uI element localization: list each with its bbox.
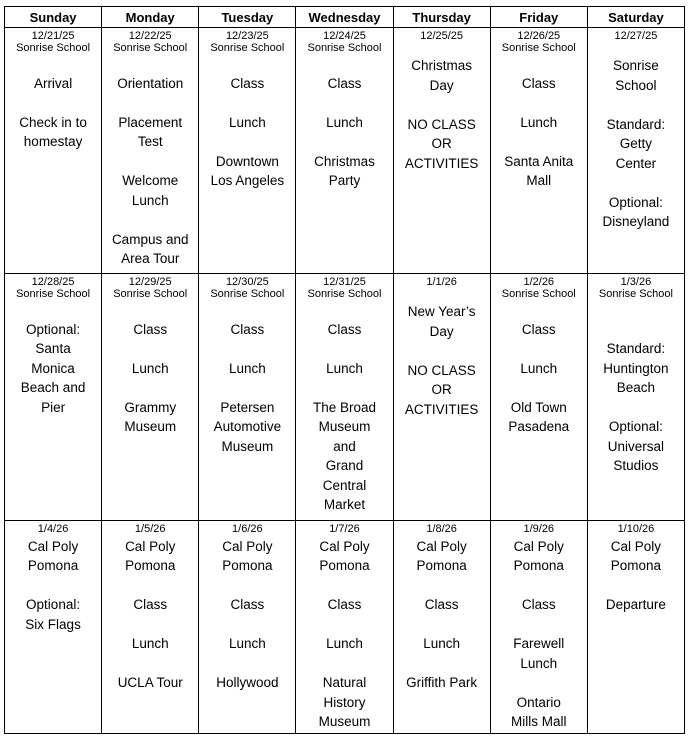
day-cell-thursday xyxy=(393,28,490,274)
activity-text: Downtown Los Angeles xyxy=(210,153,285,188)
school-label: Sonrise School xyxy=(501,288,576,301)
activity-text: Santa Anita Mall xyxy=(504,153,574,188)
school-label: Sonrise School xyxy=(16,288,91,301)
school-label: Sonrise School xyxy=(307,288,382,301)
spacer xyxy=(102,339,198,359)
activity-text: Lunch xyxy=(326,360,363,376)
spacer xyxy=(588,398,684,418)
activity-text: Standard: Huntington Beach xyxy=(603,341,669,396)
activity-text: Class xyxy=(521,75,556,91)
activity-text: Lunch xyxy=(131,360,169,376)
day-cell-sunday xyxy=(5,28,102,274)
spacer xyxy=(296,654,392,674)
date-label: 12/21/25 xyxy=(31,30,75,42)
spacer xyxy=(199,300,295,320)
date-label: 1/1/26 xyxy=(426,276,457,289)
activity-text: Lunch xyxy=(520,114,558,130)
activity-text: Petersen Automotive Museum xyxy=(213,399,282,454)
day-cell-tuesday xyxy=(199,28,296,274)
spacer xyxy=(491,339,587,359)
day-cell-monday xyxy=(102,274,199,520)
school-label: Sonrise School xyxy=(307,42,382,54)
activity-text: Lunch xyxy=(326,114,363,130)
activity-text: Lunch xyxy=(228,636,266,652)
calendar-table xyxy=(4,6,685,734)
activity-text: Grammy Museum xyxy=(124,399,177,435)
spacer xyxy=(394,576,490,596)
school-label: Sonrise School xyxy=(113,288,188,301)
date-label: 12/26/25 xyxy=(517,30,561,42)
week-row-2 xyxy=(5,274,685,520)
date-label: 1/8/26 xyxy=(426,522,457,535)
venue-label: Cal Poly Pomona xyxy=(222,538,273,574)
spacer xyxy=(199,654,295,674)
activity-text: Placement Test xyxy=(118,114,183,149)
activity-text: Class xyxy=(133,597,168,613)
spacer xyxy=(199,54,295,74)
day-cell-sunday xyxy=(5,274,102,520)
weekday-header-row xyxy=(5,7,685,28)
day-cell-thursday xyxy=(393,520,490,733)
spacer xyxy=(394,654,490,674)
activity-text: Class xyxy=(230,321,265,337)
header-saturday: Saturday xyxy=(587,7,684,28)
spacer xyxy=(588,95,684,115)
spacer xyxy=(588,300,684,320)
day-cell-saturday xyxy=(587,274,684,520)
school-label: Sonrise School xyxy=(210,288,285,301)
date-label: 1/2/26 xyxy=(523,276,555,289)
spacer xyxy=(296,132,392,152)
activity-text: Ontario Mills Mall xyxy=(511,694,567,730)
day-cell-wednesday xyxy=(296,520,393,733)
spacer xyxy=(296,378,392,398)
venue-label: Cal Poly Pomona xyxy=(513,538,564,574)
date-label: 12/23/25 xyxy=(225,30,269,42)
spacer xyxy=(491,93,587,113)
activity-text: Christmas Party xyxy=(314,153,375,188)
activity-text: Old Town Pasadena xyxy=(508,399,570,435)
activity-text: Departure xyxy=(605,597,666,613)
activity-text: Class xyxy=(327,321,362,337)
spacer xyxy=(102,54,198,74)
spacer xyxy=(5,93,101,113)
day-cell-wednesday xyxy=(296,274,393,520)
header-monday: Monday xyxy=(102,7,199,28)
activity-text: Natural History Museum xyxy=(318,675,371,730)
activity-text: Welcome Lunch xyxy=(122,173,179,208)
spacer xyxy=(296,93,392,113)
spacer xyxy=(296,339,392,359)
spacer xyxy=(296,54,392,74)
spacer xyxy=(199,93,295,113)
spacer xyxy=(199,615,295,635)
spacer xyxy=(199,132,295,152)
day-cell-sunday xyxy=(5,520,102,733)
spacer xyxy=(5,54,101,74)
date-label: 12/24/25 xyxy=(323,30,366,42)
spacer xyxy=(588,576,684,596)
activity-text: Class xyxy=(424,597,459,613)
venue-label: Cal Poly Pomona xyxy=(610,538,662,574)
day-cell-thursday xyxy=(393,274,490,520)
day-cell-saturday xyxy=(587,520,684,733)
date-label: 12/22/25 xyxy=(128,30,172,42)
spacer xyxy=(102,615,198,635)
spacer xyxy=(394,341,490,361)
spacer xyxy=(491,54,587,74)
date-label: 12/30/25 xyxy=(225,276,269,289)
spacer xyxy=(102,576,198,596)
school-label: Sonrise School xyxy=(113,42,188,54)
spacer xyxy=(394,95,490,115)
activity-text: UCLA Tour xyxy=(117,675,183,691)
activity-text: Lunch xyxy=(423,636,461,652)
spacer xyxy=(588,42,684,56)
spacer xyxy=(588,173,684,193)
spacer xyxy=(199,339,295,359)
date-label: 1/6/26 xyxy=(232,522,263,535)
activity-text: Campus and Area Tour xyxy=(111,231,189,266)
spacer xyxy=(491,576,587,596)
activity-text: Optional: Six Flags xyxy=(25,597,81,632)
venue-label: Cal Poly Pomona xyxy=(125,538,176,574)
date-label: 12/28/25 xyxy=(31,276,75,289)
activity-text: Class xyxy=(327,75,362,91)
spacer xyxy=(491,615,587,635)
spacer xyxy=(102,152,198,172)
spacer xyxy=(102,210,198,230)
day-cell-saturday xyxy=(587,28,684,274)
school-label: Sonrise School xyxy=(16,42,91,54)
spacer xyxy=(296,615,392,635)
activity-text: Orientation xyxy=(117,75,184,91)
activity-text: Lunch xyxy=(131,636,169,652)
activity-text: Arrival xyxy=(33,75,73,91)
week-row-3 xyxy=(5,520,685,733)
activity-text: Class xyxy=(521,321,556,337)
spacer xyxy=(394,288,490,302)
date-label: 1/5/26 xyxy=(134,522,166,535)
spacer xyxy=(199,378,295,398)
activity-text: NO CLASS OR ACTIVITIES xyxy=(404,362,479,417)
week-row-1 xyxy=(5,28,685,274)
spacer xyxy=(102,300,198,320)
venue-label: Cal Poly Pomona xyxy=(27,538,79,574)
spacer xyxy=(296,300,392,320)
spacer xyxy=(102,378,198,398)
activity-text: Class xyxy=(133,321,168,337)
date-label: 12/25/25 xyxy=(420,30,464,42)
activity-text: Standard: Getty Center xyxy=(606,116,666,171)
school-label: Sonrise School xyxy=(210,42,285,54)
date-label: 12/31/25 xyxy=(323,276,366,289)
date-label: 1/3/26 xyxy=(620,276,652,289)
activity-text: Class xyxy=(230,75,265,91)
spacer xyxy=(199,576,295,596)
spacer xyxy=(5,300,101,320)
activity-text: Optional: Santa Monica Beach and Pier xyxy=(20,321,86,415)
day-cell-tuesday xyxy=(199,520,296,733)
date-label: 1/10/26 xyxy=(617,522,655,535)
activity-text: Griffith Park xyxy=(406,675,478,691)
activity-text: Class xyxy=(521,597,556,613)
spacer xyxy=(491,378,587,398)
activity-text: Class xyxy=(230,597,265,613)
activity-text: New Year’s Day xyxy=(407,304,476,339)
school-label: Sonrise School xyxy=(501,42,576,54)
activity-text: The Broad Museum and Grand Central Market xyxy=(312,399,377,513)
activity-text: Lunch xyxy=(520,360,558,376)
date-label: 1/4/26 xyxy=(37,522,69,535)
activity-text: Lunch xyxy=(228,114,266,130)
date-label: 1/9/26 xyxy=(523,522,555,535)
activity-text: NO CLASS OR ACTIVITIES xyxy=(404,116,479,171)
venue-label: Cal Poly Pomona xyxy=(319,538,370,574)
day-cell-friday xyxy=(490,520,587,733)
activity-text: Hollywood xyxy=(216,675,279,691)
spacer xyxy=(5,576,101,596)
spacer xyxy=(491,132,587,152)
venue-label: Cal Poly Pomona xyxy=(416,538,467,574)
day-cell-wednesday xyxy=(296,28,393,274)
header-sunday: Sunday xyxy=(5,7,102,28)
date-label: 1/7/26 xyxy=(329,522,360,535)
header-friday: Friday xyxy=(490,7,587,28)
activity-text: Lunch xyxy=(228,360,266,376)
spacer xyxy=(394,42,490,56)
spacer xyxy=(102,93,198,113)
activity-text: Optional: Universal Studios xyxy=(607,419,665,474)
activity-text: Farewell Lunch xyxy=(513,636,565,671)
spacer xyxy=(588,320,684,340)
date-label: 12/29/25 xyxy=(128,276,172,289)
activity-text: Lunch xyxy=(326,636,363,652)
header-tuesday: Tuesday xyxy=(199,7,296,28)
date-label: 12/27/25 xyxy=(614,30,658,42)
activity-text: Optional: Disneyland xyxy=(602,194,670,229)
spacer xyxy=(491,300,587,320)
spacer xyxy=(102,654,198,674)
day-cell-tuesday xyxy=(199,274,296,520)
header-wednesday: Wednesday xyxy=(296,7,393,28)
spacer xyxy=(491,673,587,693)
activity-text: Christmas Day xyxy=(411,58,473,93)
activity-text: Check in to homestay xyxy=(19,114,87,149)
day-cell-friday xyxy=(490,274,587,520)
header-thursday: Thursday xyxy=(393,7,490,28)
activity-text: Class xyxy=(327,597,362,613)
activity-text: Sonrise School xyxy=(613,58,659,93)
day-cell-monday xyxy=(102,28,199,274)
day-cell-monday xyxy=(102,520,199,733)
spacer xyxy=(394,615,490,635)
school-label: Sonrise School xyxy=(598,288,673,301)
day-cell-friday xyxy=(490,28,587,274)
spacer xyxy=(296,576,392,596)
calendar-body xyxy=(5,28,685,734)
